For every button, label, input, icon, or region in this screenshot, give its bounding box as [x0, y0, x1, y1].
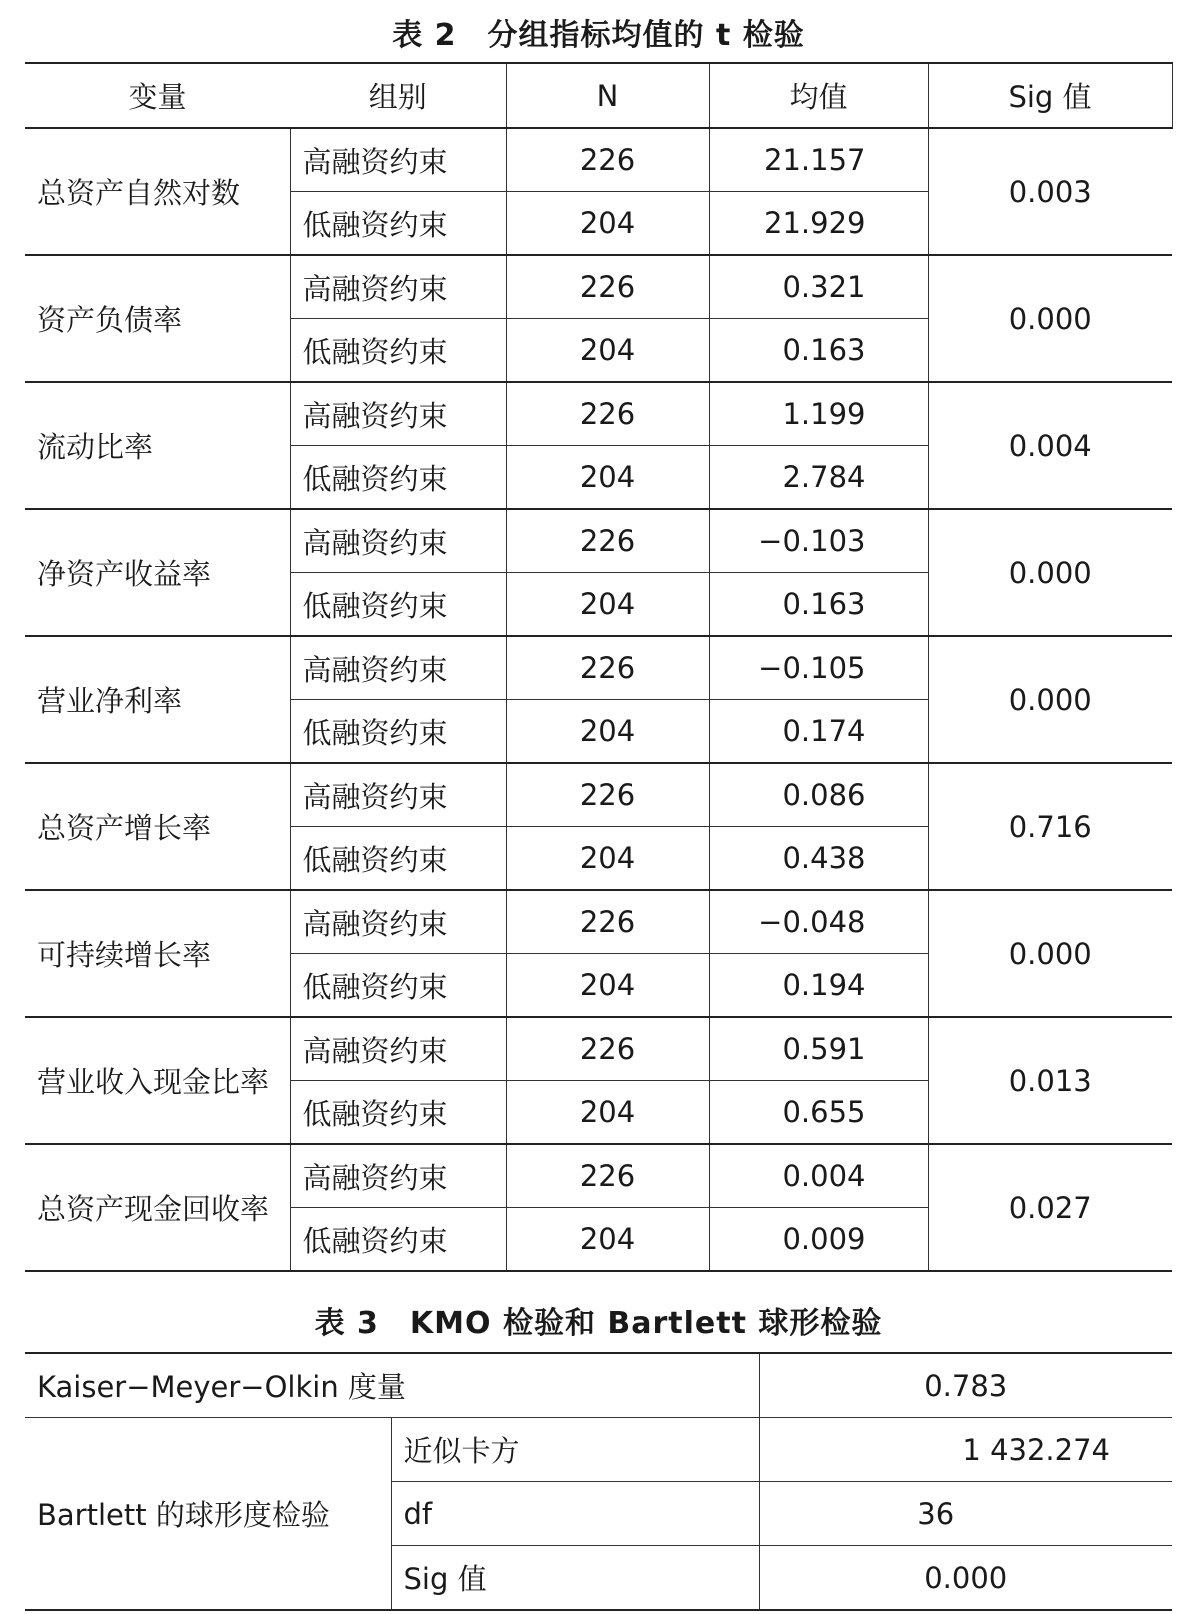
- n-value: 226: [506, 1017, 709, 1081]
- mean-value: 0.321: [709, 255, 928, 319]
- header-variable: 变量: [25, 63, 290, 128]
- n-value: 204: [506, 192, 709, 256]
- group-label: 低融资约束: [290, 954, 506, 1018]
- n-value: 226: [506, 509, 709, 573]
- table2-header-row: [25, 63, 1172, 128]
- group-label: 低融资约束: [290, 700, 506, 764]
- group-label: 高融资约束: [290, 255, 506, 319]
- n-value: 204: [506, 573, 709, 637]
- chi-value: 1 432.274: [759, 1418, 1172, 1482]
- n-value: 204: [506, 1081, 709, 1145]
- mean-value: 0.194: [709, 954, 928, 1018]
- sig-value: 0.004: [928, 382, 1172, 509]
- table-row: [25, 509, 1172, 573]
- n-value: 204: [506, 827, 709, 891]
- table-row: [25, 255, 1172, 319]
- n-value: 226: [506, 382, 709, 446]
- mean-value: 0.163: [709, 319, 928, 383]
- kmo-row: [25, 1353, 1172, 1418]
- variable-name: 净资产收益率: [25, 509, 290, 636]
- group-label: 高融资约束: [290, 636, 506, 700]
- mean-value: 0.004: [709, 1144, 928, 1208]
- mean-value: −0.103: [709, 509, 928, 573]
- variable-name: 总资产增长率: [25, 763, 290, 890]
- table-row: [25, 382, 1172, 446]
- group-label: 低融资约束: [290, 192, 506, 256]
- mean-value: 21.929: [709, 192, 928, 256]
- table2-caption: 表 2 分组指标均值的 t 检验: [392, 18, 805, 53]
- mean-value: 0.086: [709, 763, 928, 827]
- sig-label: Sig 值: [391, 1546, 759, 1611]
- n-value: 226: [506, 636, 709, 700]
- header-group: 组别: [290, 63, 506, 128]
- mean-value: 0.009: [709, 1208, 928, 1272]
- variable-name: 总资产自然对数: [25, 128, 290, 255]
- group-label: 低融资约束: [290, 446, 506, 510]
- header-mean: 均值: [709, 63, 928, 128]
- n-value: 226: [506, 128, 709, 192]
- sig-value: 0.000: [928, 255, 1172, 382]
- sig-value: 0.013: [928, 1017, 1172, 1144]
- chi-row: [25, 1418, 1172, 1482]
- df-label: df: [391, 1482, 759, 1546]
- variable-name: 营业收入现金比率: [25, 1017, 290, 1144]
- table-row: [25, 763, 1172, 827]
- variable-name: 资产负债率: [25, 255, 290, 382]
- group-label: 低融资约束: [290, 1208, 506, 1272]
- sig-value: 0.000: [928, 636, 1172, 763]
- mean-value: 0.655: [709, 1081, 928, 1145]
- sig-value: 0.716: [928, 763, 1172, 890]
- table2: [25, 62, 1173, 1272]
- table3: [25, 1352, 1172, 1611]
- n-value: 226: [506, 255, 709, 319]
- table-row: [25, 890, 1172, 954]
- mean-value: 21.157: [709, 128, 928, 192]
- group-label: 高融资约束: [290, 1017, 506, 1081]
- mean-value: 1.199: [709, 382, 928, 446]
- kmo-value: 0.783: [759, 1353, 1172, 1418]
- variable-name: 可持续增长率: [25, 890, 290, 1017]
- group-label: 高融资约束: [290, 1144, 506, 1208]
- sig-value: 0.000: [928, 509, 1172, 636]
- table-row: [25, 1017, 1172, 1081]
- kmo-label: Kaiser−Meyer−Olkin 度量: [25, 1353, 759, 1418]
- sig-value: 0.027: [928, 1144, 1172, 1271]
- mean-value: 0.591: [709, 1017, 928, 1081]
- header-n: N: [506, 63, 709, 128]
- group-label: 低融资约束: [290, 573, 506, 637]
- mean-value: 0.163: [709, 573, 928, 637]
- mean-value: 2.784: [709, 446, 928, 510]
- n-value: 204: [506, 1208, 709, 1272]
- bartlett-label: Bartlett 的球形度检验: [25, 1418, 391, 1611]
- n-value: 226: [506, 763, 709, 827]
- mean-value: 0.174: [709, 700, 928, 764]
- mean-value: −0.048: [709, 890, 928, 954]
- sig-value: 0.000: [759, 1546, 1172, 1611]
- df-value: 36: [759, 1482, 1172, 1546]
- n-value: 226: [506, 1144, 709, 1208]
- table-row: [25, 1144, 1172, 1208]
- table-row: [25, 128, 1172, 192]
- group-label: 高融资约束: [290, 890, 506, 954]
- mean-value: 0.438: [709, 827, 928, 891]
- group-label: 低融资约束: [290, 827, 506, 891]
- table-row: [25, 636, 1172, 700]
- table3-caption: 表 3 KMO 检验和 Bartlett 球形检验: [314, 1306, 883, 1341]
- group-label: 高融资约束: [290, 509, 506, 573]
- sig-value: 0.000: [928, 890, 1172, 1017]
- chi-label: 近似卡方: [391, 1418, 759, 1482]
- group-label: 高融资约束: [290, 128, 506, 192]
- variable-name: 总资产现金回收率: [25, 1144, 290, 1271]
- group-label: 高融资约束: [290, 763, 506, 827]
- n-value: 204: [506, 446, 709, 510]
- group-label: 高融资约束: [290, 382, 506, 446]
- header-sig: Sig 值: [928, 63, 1172, 128]
- n-value: 204: [506, 954, 709, 1018]
- n-value: 204: [506, 700, 709, 764]
- variable-name: 营业净利率: [25, 636, 290, 763]
- sig-value: 0.003: [928, 128, 1172, 255]
- n-value: 226: [506, 890, 709, 954]
- variable-name: 流动比率: [25, 382, 290, 509]
- n-value: 204: [506, 319, 709, 383]
- mean-value: −0.105: [709, 636, 928, 700]
- group-label: 低融资约束: [290, 319, 506, 383]
- group-label: 低融资约束: [290, 1081, 506, 1145]
